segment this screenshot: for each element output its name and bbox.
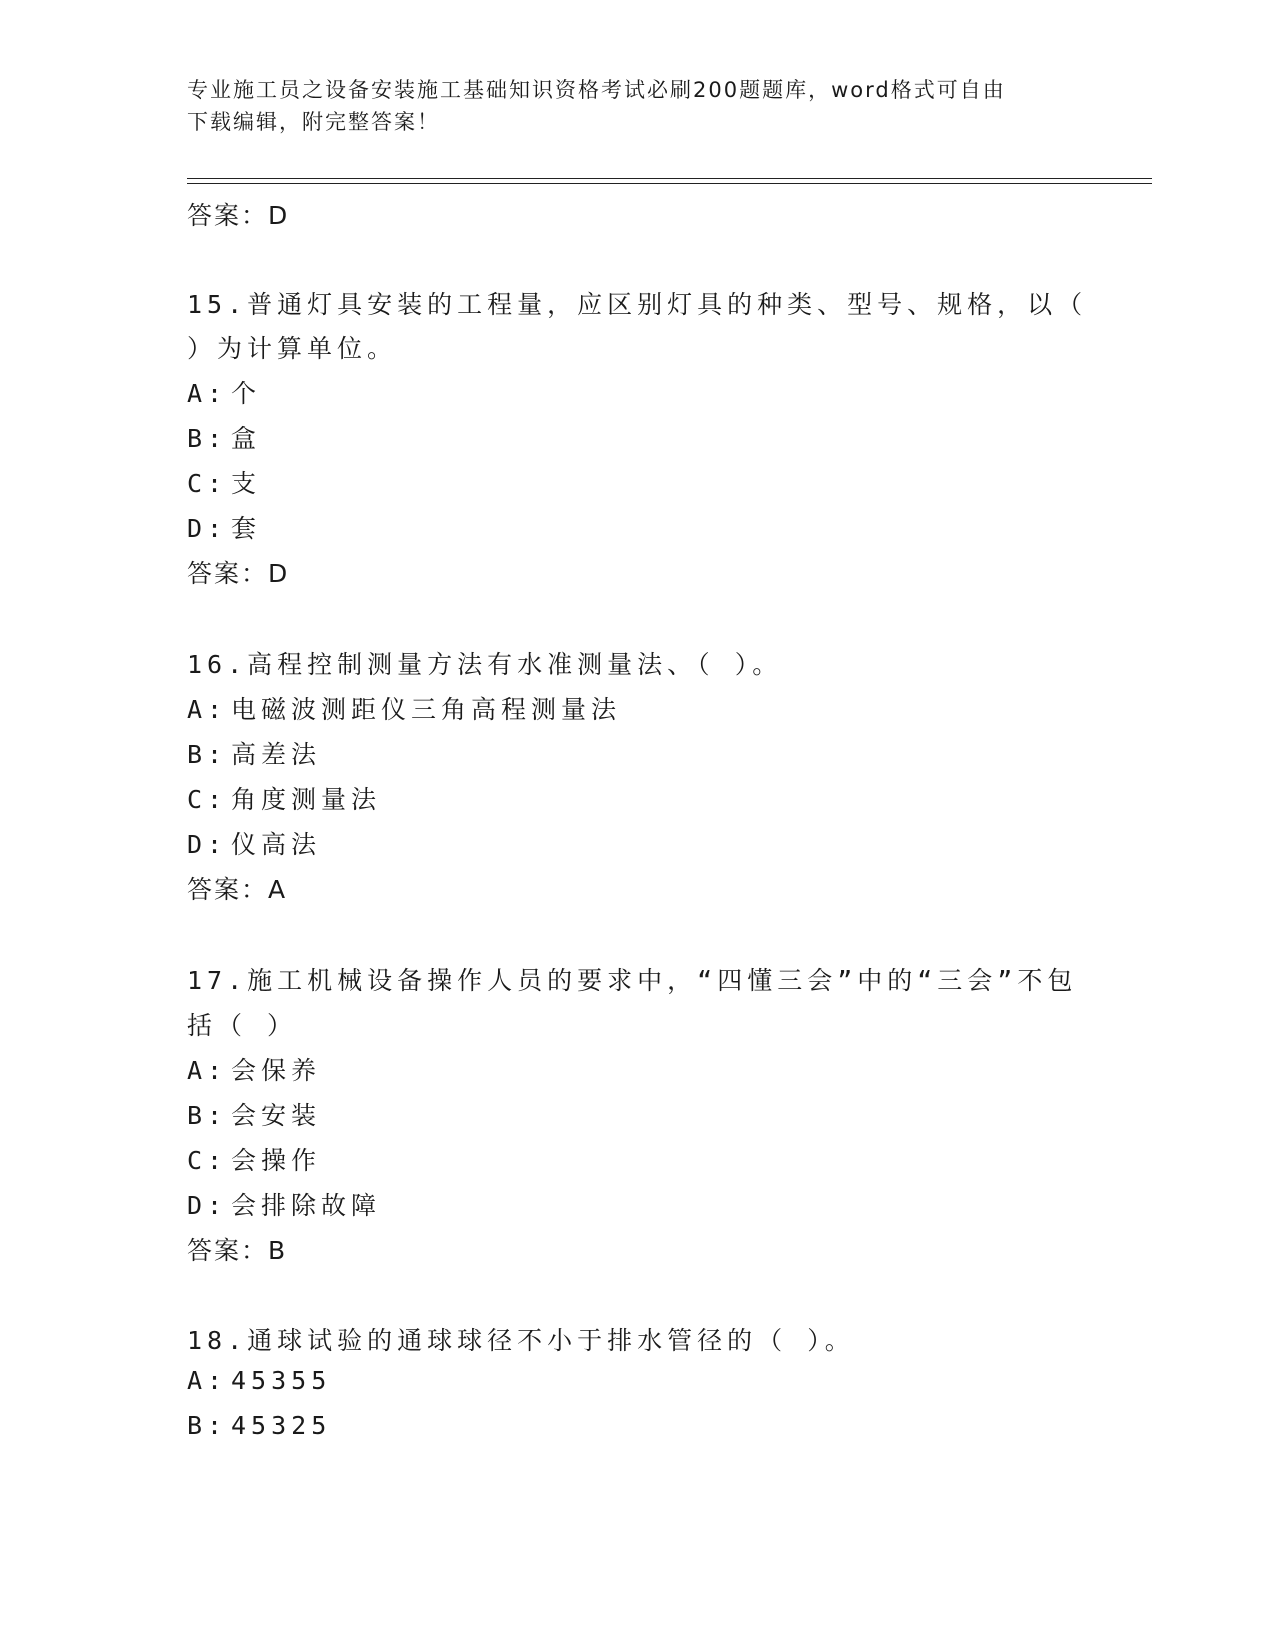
option-text: 个 [231,379,262,408]
question-18-text-line-1: 18.通球试验的通球球径不小于排水管径的（ ）。 [187,1326,855,1355]
question-15-option-b [187,419,261,455]
document-header [187,74,1087,138]
option-text: 高差法 [231,740,322,769]
question-15-option-a [187,374,261,410]
option-text: 支 [231,469,262,498]
question-16-answer: 答案：A [187,875,288,904]
question-15-option-c [187,464,261,500]
question-16-option-c [187,780,381,816]
option-label: A: [187,695,228,724]
option-label: C: [187,469,228,498]
header-line-1: 专业施工员之设备安装施工基础知识资格考试必刷200题题库，word格式可自由 [187,78,1006,102]
question-17-option-d [187,1186,381,1222]
option-label: A: [187,1366,228,1395]
option-text: 仪高法 [231,830,322,859]
question-17-option-c [187,1141,321,1177]
previous-answer: 答案：D [187,201,290,230]
question-17-answer: 答案：B [187,1236,288,1265]
option-text: 盒 [231,424,262,453]
question-17-option-a [187,1051,321,1087]
option-text: 套 [231,514,262,543]
option-label: C: [187,785,228,814]
option-text: 会安装 [231,1101,322,1130]
option-text: 角度测量法 [231,785,382,814]
option-text: 会操作 [231,1146,322,1175]
option-label: D: [187,1191,228,1220]
option-label: A: [187,379,228,408]
header-line-2: 下载编辑，附完整答案！ [187,110,440,134]
question-16-option-b [187,735,321,771]
option-text: 45325 [231,1411,332,1440]
option-label: B: [187,1101,228,1130]
header-divider-bottom [187,183,1152,184]
option-text: 45355 [231,1366,332,1395]
option-label: D: [187,514,228,543]
option-label: D: [187,830,228,859]
question-16-option-a [187,690,621,726]
question-15-text-line-2: ）为计算单位。 [187,334,398,363]
question-17-option-b [187,1096,321,1132]
option-label: A: [187,1056,228,1085]
option-text: 电磁波测距仪三角高程测量法 [231,695,622,724]
question-18-option-b [187,1411,331,1440]
question-15-answer: 答案：D [187,559,290,588]
question-16-option-d [187,825,321,861]
question-15-text-line-1: 15.普通灯具安装的工程量，应区别灯具的种类、型号、规格，以（ [187,290,1088,319]
question-17-text-line-1: 17.施工机械设备操作人员的要求中，“四懂三会”中的“三会”不包 [187,966,1078,995]
question-17-text-line-2: 括（ ） [187,1011,298,1040]
header-divider-top [187,178,1152,179]
option-label: B: [187,1411,228,1440]
option-label: B: [187,740,228,769]
option-text: 会保养 [231,1056,322,1085]
option-label: C: [187,1146,228,1175]
question-18-option-a [187,1366,331,1395]
option-label: B: [187,424,228,453]
question-15-option-d [187,509,261,545]
option-text: 会排除故障 [231,1191,382,1220]
question-16-text-line-1: 16.高程控制测量方法有水准测量法、（ ）。 [187,650,783,679]
